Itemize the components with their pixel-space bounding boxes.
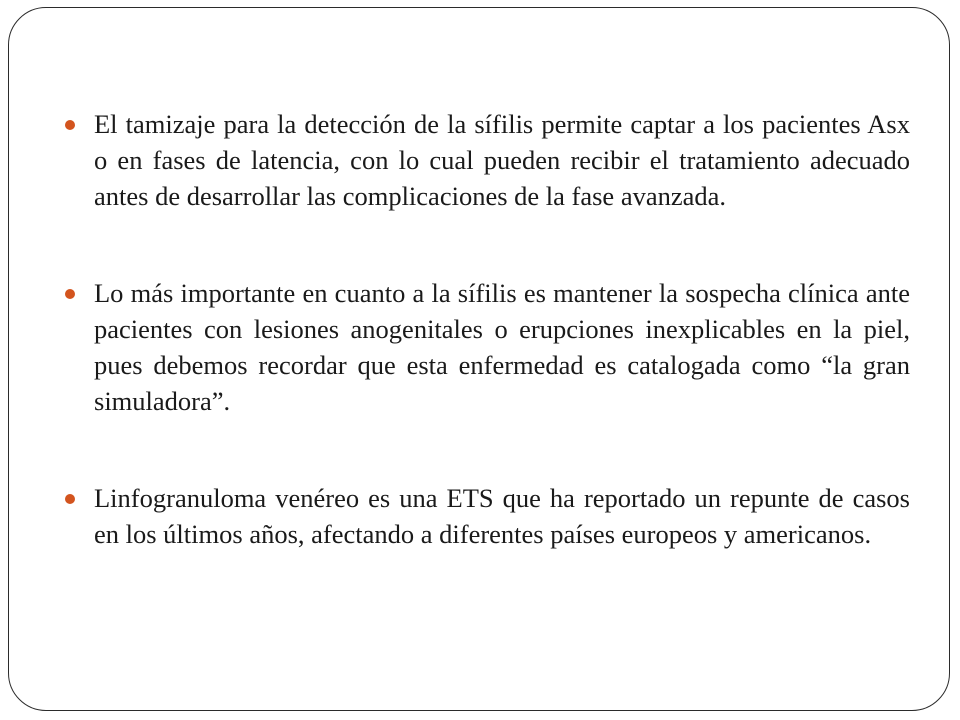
- bullet-dot-icon: [65, 289, 75, 299]
- bullet-list: [65, 106, 910, 552]
- bullet-text: El tamizaje para la detección de la sífilis permite captar a los pacientes Asx o en fases de latencia, con lo cual pueden recibir el tratamiento adecuado antes de desarrollar las complicaciones de la fase avanzada.: [94, 109, 910, 211]
- bullet-dot-icon: [65, 494, 75, 504]
- bullet-text: Lo más importante en cuanto a la sífilis es mantener la sospecha clínica ante pacientes con lesiones anogenitales o erupciones inexplicables en la piel, pues debemos recordar que esta enfermedad es catalogada como “la gran simuladora”.: [94, 278, 910, 416]
- bullet-item-clinical-suspicion: [65, 275, 910, 419]
- bullet-item-lymphogranuloma: [65, 480, 910, 552]
- bullet-item-screening: [65, 106, 910, 214]
- bullet-dot-icon: [65, 120, 75, 130]
- bullet-text: Linfogranuloma venéreo es una ETS que ha reportado un repunte de casos en los últimos años, afectando a diferentes países europeos y americanos.: [94, 483, 910, 549]
